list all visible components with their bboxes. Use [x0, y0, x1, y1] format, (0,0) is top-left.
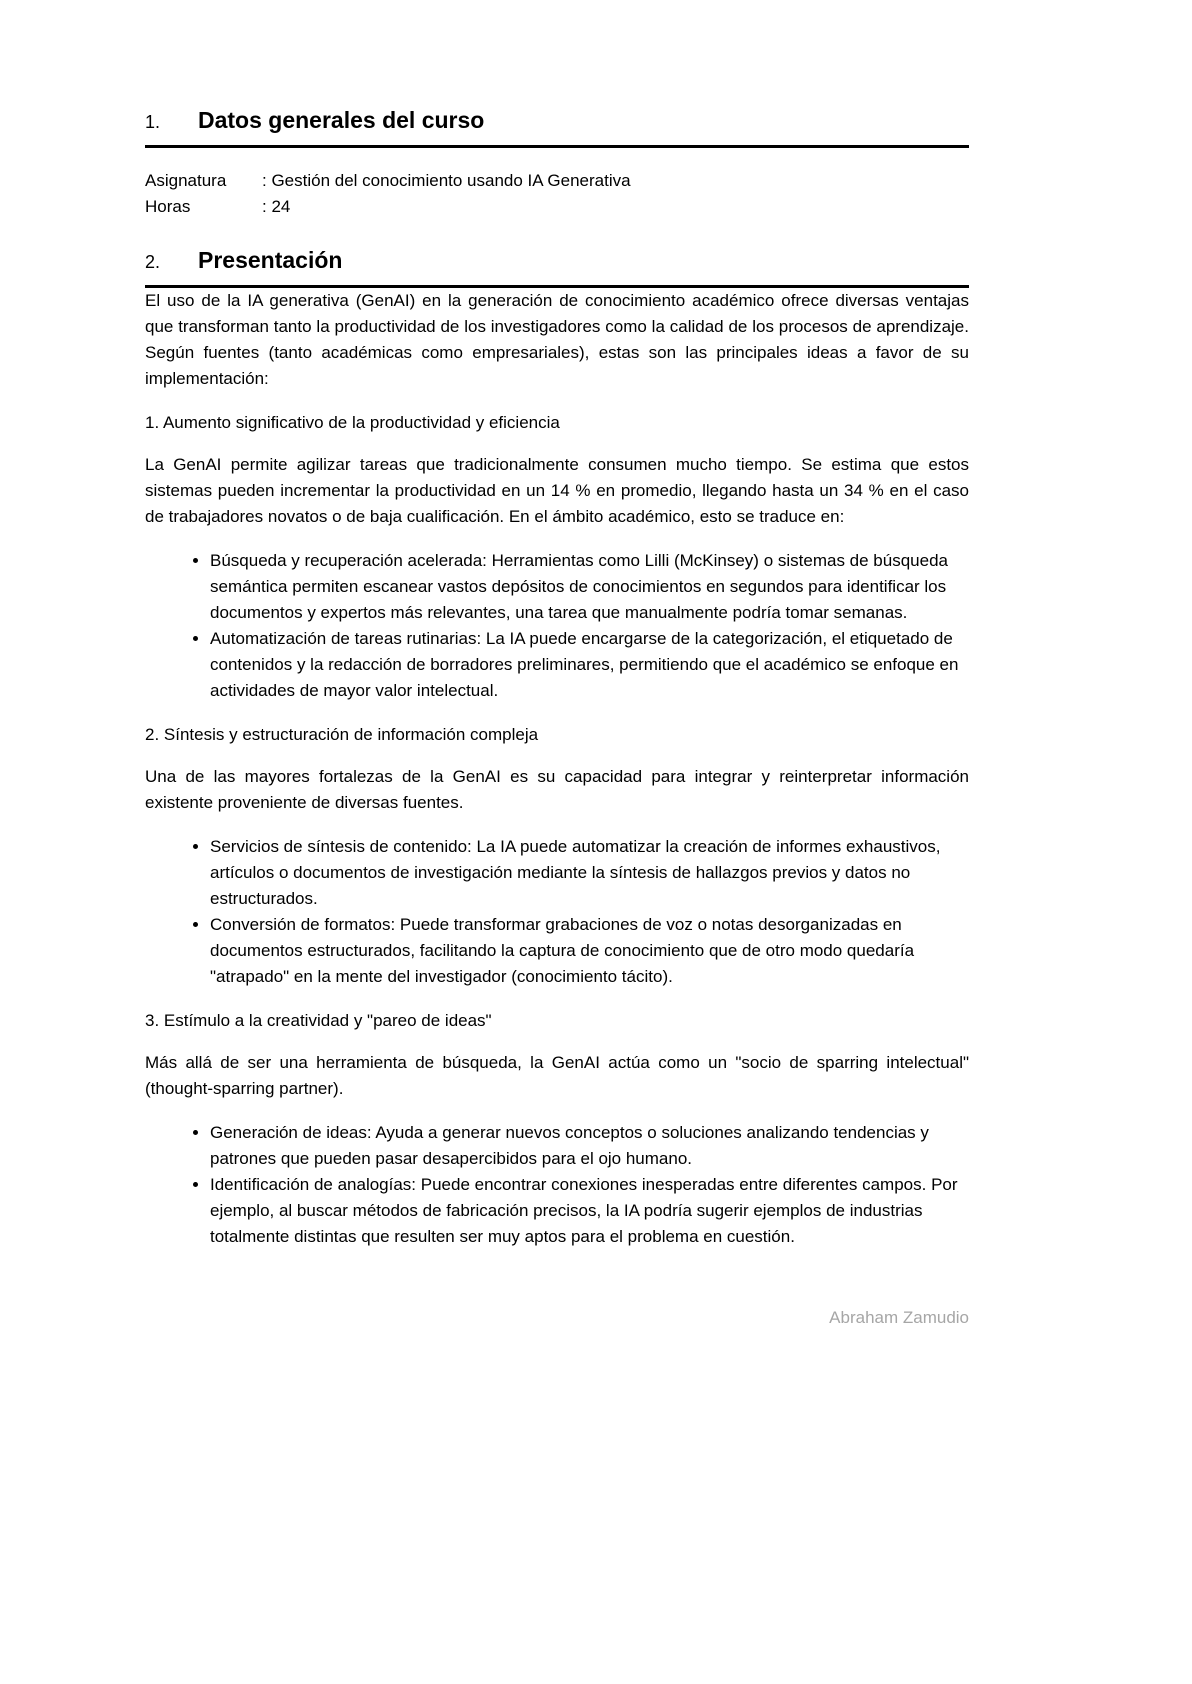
point-3-bullets: [145, 1120, 969, 1250]
point-3-heading: 3. Estímulo a la creatividad y "pareo de ideas": [145, 1011, 492, 1030]
section-2-number: 2.: [145, 252, 161, 272]
bullet-item: • Generación de ideas: Ayuda a generar nuevos conceptos o soluciones analizando tendencias y patrones que pueden pasar desapercibidos para el ojo humano.: [210, 1120, 969, 1172]
bullet-item: • Servicios de síntesis de contenido: La IA puede automatizar la creación de informes exhaustivos, artículos o documentos de investigación mediante la síntesis de hallazgos previos y datos no estructurados.: [210, 834, 969, 912]
bullet-item: • Búsqueda y recuperación acelerada: Herramientas como Lilli (McKinsey) o sistemas de búsqueda semántica permiten escanear vastos depósitos de conocimientos en segundos para identificar los documentos y expertos más relevantes, una tarea que manualmente podría tomar semanas.: [210, 548, 969, 626]
intro-paragraph: El uso de la IA generativa (GenAI) en la generación de conocimiento académico ofrece diversas ventajas que transforman tanto la productividad de los investigadores como la calidad de los procesos de aprendizaje. Según fuentes (tanto académicas como empresariales), estas son las principales ideas a favor de su implementación:: [145, 291, 969, 388]
point-1-heading: 1. Aumento significativo de la productividad y eficiencia: [145, 413, 560, 432]
point-2-heading: 2. Síntesis y estructuración de información compleja: [145, 725, 539, 744]
point-2-bullets: [145, 834, 969, 990]
bullet-item: • Conversión de formatos: Puede transformar grabaciones de voz o notas desorganizadas en documentos estructurados, facilitando la captura de conocimiento que de otro modo quedaría "atrapado" en la mente del investigador (conocimiento tácito).: [210, 912, 969, 990]
bullet-item: • Identificación de analogías: Puede encontrar conexiones inesperadas entre diferentes campos. Por ejemplo, al buscar métodos de fabricación precisos, la IA podría sugerir ejemplos de industrias totalmente distintas que resulten ser muy aptos para el problema en cuestión.: [210, 1172, 969, 1250]
point-1-bullets: [145, 548, 969, 704]
footer-author: Abraham Zamudio: [829, 1308, 969, 1327]
field-asignatura-value: : Gestión del conocimiento usando IA Generativa: [262, 171, 631, 190]
point-1-paragraph: La GenAI permite agilizar tareas que tradicionalmente consumen mucho tiempo. Se estima que estos sistemas pueden incrementar la productividad en un 14 % en promedio, llegando hasta un 34 % en el caso de trabajadores novatos o de baja cualificación. En el ámbito académico, esto se traduce en:: [145, 455, 969, 526]
section-1-title: Datos generales del curso: [198, 107, 485, 133]
point-3-paragraph: Más allá de ser una herramienta de búsqueda, la GenAI actúa como un "socio de sparring intelectual" (thought-sparring partner).: [145, 1053, 969, 1098]
field-asignatura-label: Asignatura: [145, 171, 227, 190]
point-2-paragraph: Una de las mayores fortalezas de la GenAI es su capacidad para integrar y reinterpretar información existente proveniente de diversas fuentes.: [145, 767, 969, 812]
section-2-heading: [145, 246, 969, 288]
section-1-number: 1.: [145, 112, 161, 132]
field-asignatura: [145, 168, 969, 194]
field-horas-label: Horas: [145, 197, 191, 216]
section-2-title: Presentación: [198, 247, 343, 273]
bullet-item: • Automatización de tareas rutinarias: La IA puede encargarse de la categorización, el etiquetado de contenidos y la redacción de borradores preliminares, permitiendo que el académico se enfoque en actividades de mayor valor intelectual.: [210, 626, 969, 704]
field-horas-value: : 24: [262, 197, 291, 216]
document-page: [145, 0, 969, 1331]
section-1-heading: [145, 106, 969, 148]
course-info-block: [145, 168, 969, 220]
field-horas: [145, 194, 969, 220]
